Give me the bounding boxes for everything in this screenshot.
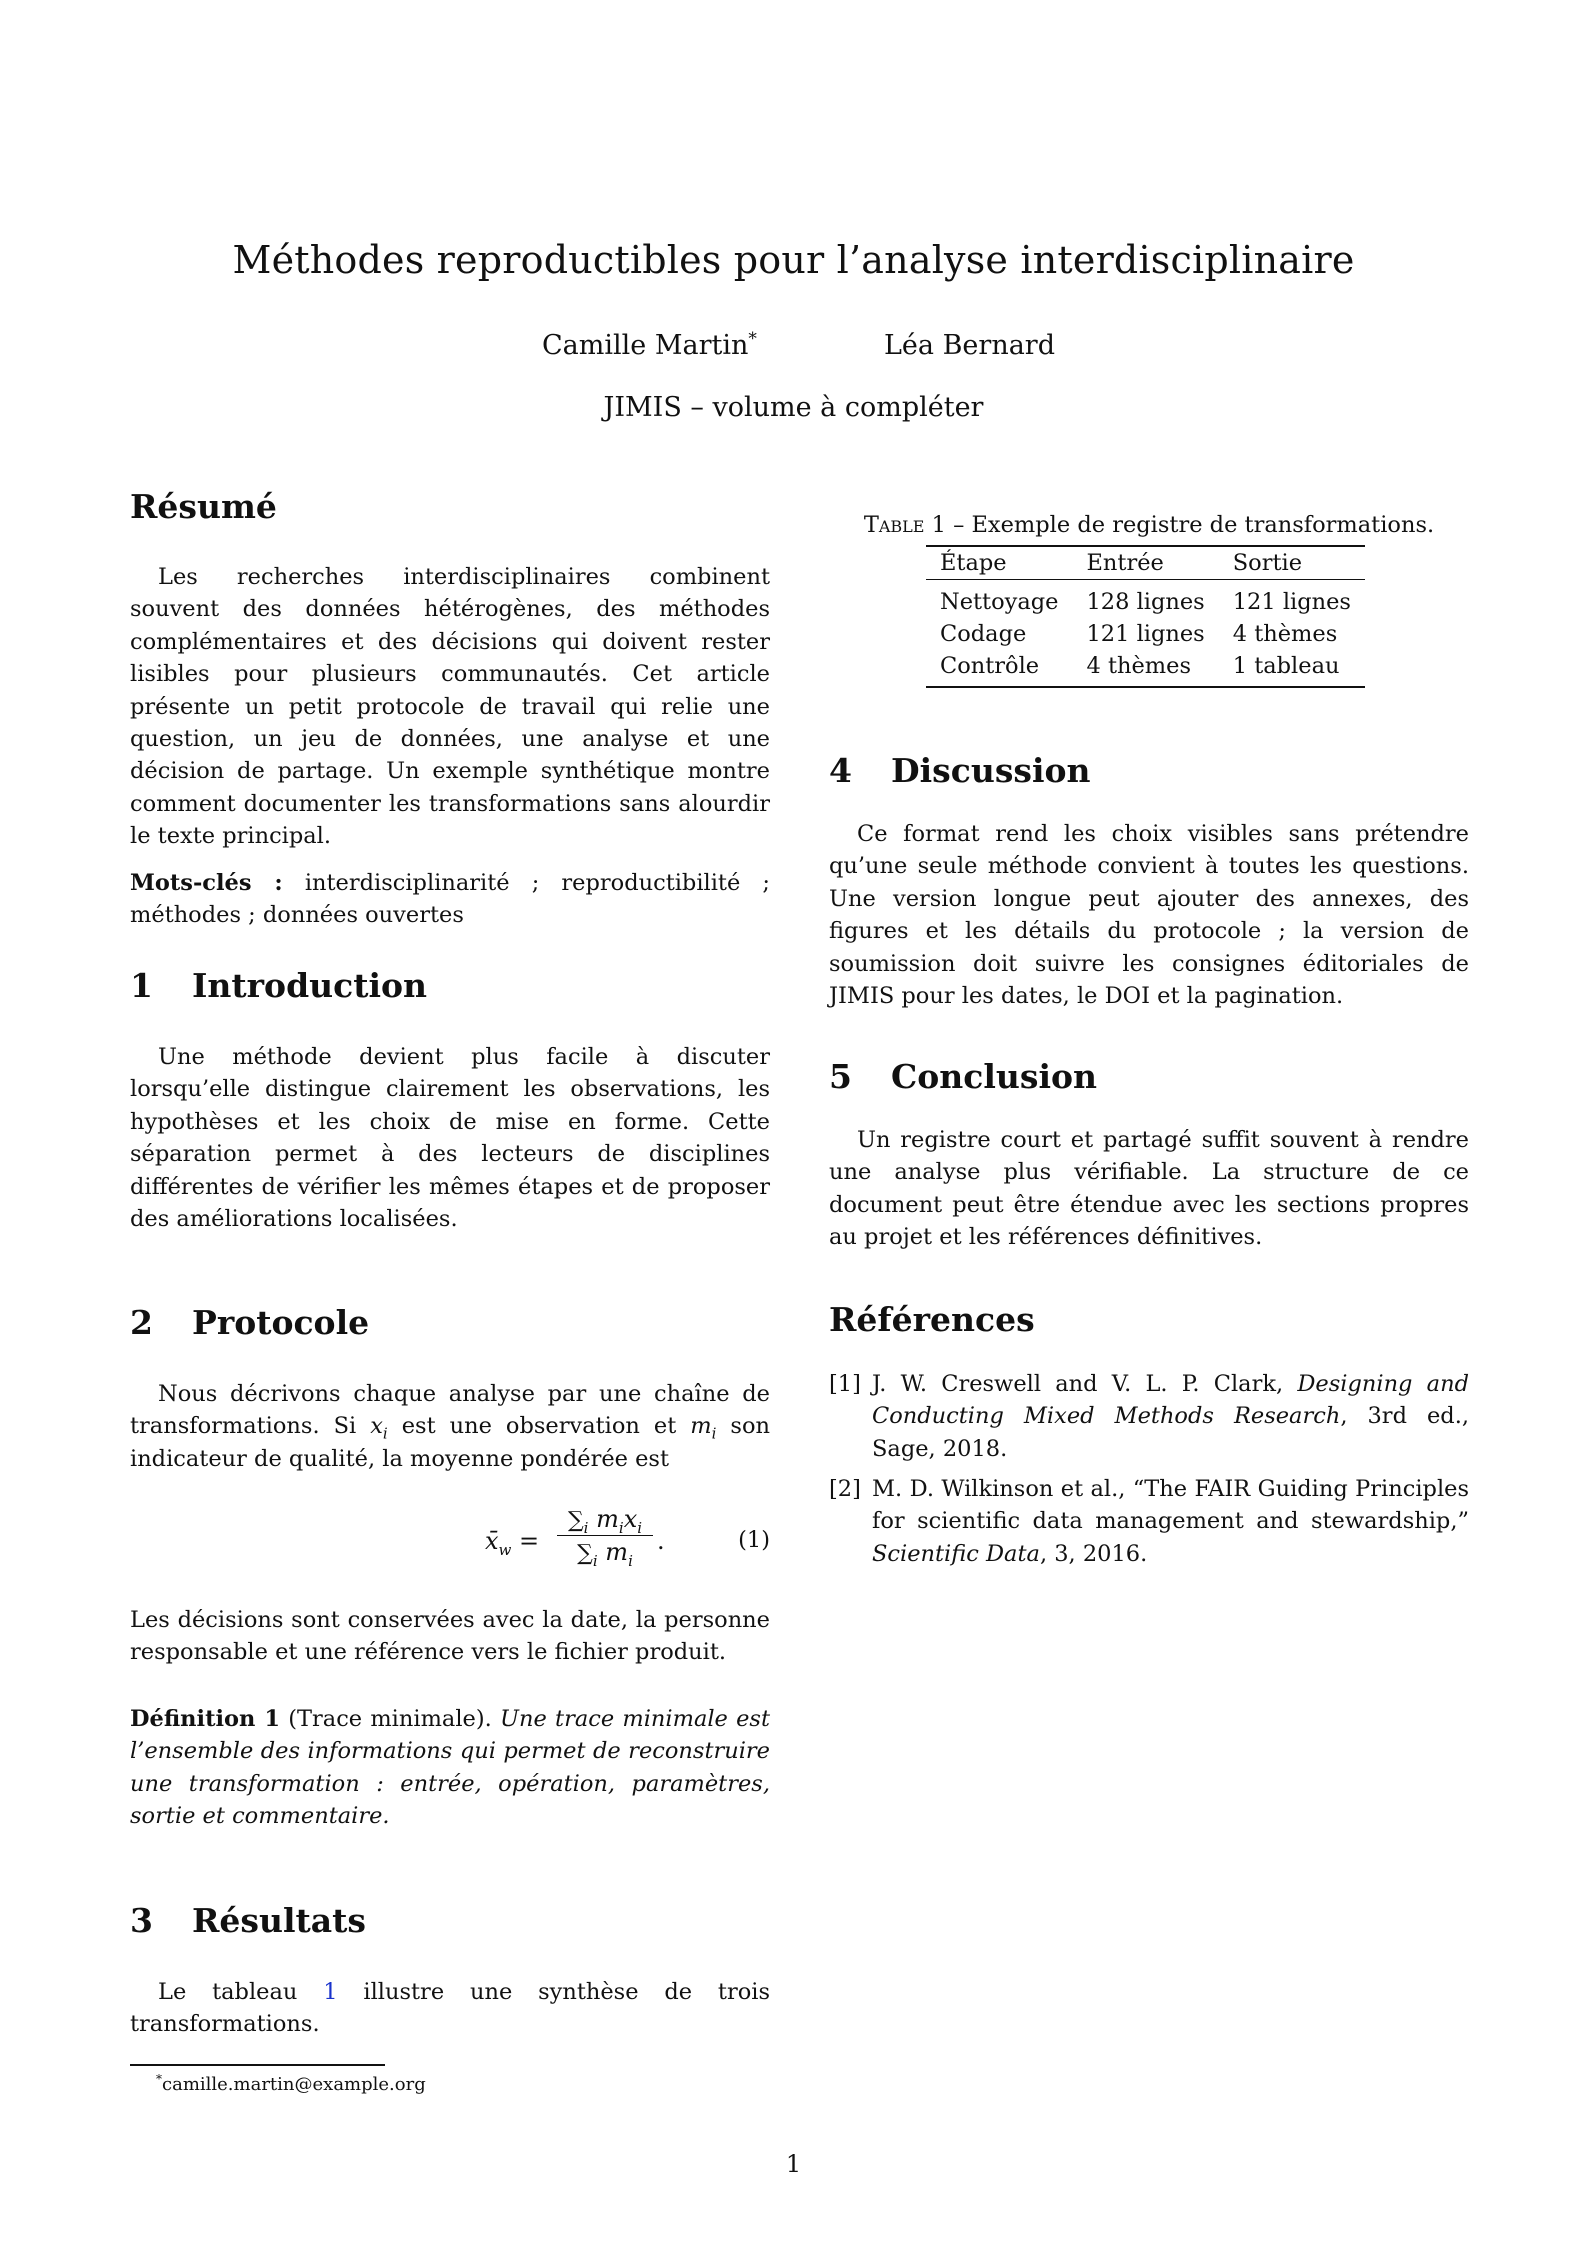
footnote-rule	[130, 2064, 385, 2066]
section-heading-conclusion	[829, 1057, 1097, 1096]
abstract-block	[130, 561, 770, 931]
section-heading-discussion	[829, 751, 1091, 790]
venue-line: JIMIS – volume à compléter	[603, 392, 984, 423]
table-cell: 121 lignes	[1086, 621, 1205, 647]
table-header-cell: Sortie	[1232, 550, 1303, 576]
table-cell: Codage	[940, 621, 1027, 647]
reference-1	[829, 1368, 1469, 1465]
table-row	[926, 580, 1365, 619]
author-2	[884, 330, 1055, 361]
reference-number: [1]	[829, 1371, 861, 1397]
equation-number: (1)	[738, 1527, 770, 1553]
reference-text: M. D. Wilkinson et al., “The FAIR Guiding Principles for scientific data management and stewardship,” Scientific Data, 3, 2016.	[872, 1476, 1469, 1567]
page-number: 1	[785, 2150, 802, 2178]
var-m: $m_i$	[690, 1413, 717, 1443]
section-title: Résultats	[192, 1901, 366, 1940]
protocol-text: Nous décrivons chaque analyse par une chaîne de transformations. Si $x_i$ est une observation et $m_i$ son indicateur de qualité, la moyenne pondérée est	[130, 1381, 770, 1472]
fraction-numerator: $\sum_i$ $m_ix_i$	[557, 1505, 653, 1536]
abstract-text: Les recherches interdisciplinaires combinent souvent des données hétérogènes, des méthodes complémentaires et des décisions qui doivent rester lisibles pour plusieurs communautés. Cet article présente un petit protocole de travail qui relie une question, un jeu de données, une analyse et une décision de partage. Un exemple synthétique montre comment documenter les transformations sans alourdir le texte principal.	[130, 564, 770, 850]
table-cell: Nettoyage	[940, 589, 1059, 615]
var-x: $x_i$	[370, 1413, 388, 1443]
introduction-block	[130, 1041, 770, 1235]
conclusion-text: Un registre court et partagé suffit souvent à rendre une analyse plus vérifiable. La structure de ce document peut être étendue avec les sections propres au projet et les références définitives.	[829, 1127, 1469, 1251]
table-header-row	[926, 546, 1365, 580]
references-heading: Références	[829, 1300, 1035, 1339]
footnote: *camille.martin@example.org	[156, 2072, 426, 2095]
table-row	[926, 618, 1365, 650]
definition-label: Définition 1	[130, 1706, 280, 1732]
definition-1	[130, 1703, 770, 1833]
results-block	[130, 1976, 770, 2041]
abstract-heading: Résumé	[130, 487, 277, 526]
table-cell: Contrôle	[940, 653, 1040, 679]
section-title: Conclusion	[891, 1057, 1098, 1096]
definition-block	[130, 1703, 770, 1833]
reference-number: [2]	[829, 1476, 861, 1502]
conclusion-block	[829, 1124, 1469, 1254]
table-row	[926, 650, 1365, 687]
table-cell: 4 thèmes	[1086, 653, 1191, 679]
section-heading-protocole	[130, 1303, 369, 1342]
equation-1: $x̄_w$ = $\sum_i$ $m_ix_i$ $\sum_i$ $m_i$ . (1)	[485, 1505, 770, 1570]
section-title: Introduction	[192, 966, 428, 1005]
table-cell: 128 lignes	[1086, 589, 1205, 615]
table-caption-label: Table	[863, 512, 925, 538]
results-text: Le tableau 1 illustre une synthèse de trois transformations.	[130, 1979, 771, 2038]
definition-text: Une trace minimale est l’ensemble des informations qui permet de reconstruire une transformation : entrée, opération, paramètres, sortie et commentaire.	[130, 1706, 771, 1830]
section-number: 4	[829, 751, 852, 790]
discussion-text: Ce format rend les choix visibles sans prétendre qu’une seule méthode convient à toutes les questions. Une version longue peut ajouter des annexes, des figures et les détails du protocole ; la version de soumission doit suivre les consignes éditoriales de JIMIS pour les dates, le DOI et la pagination.	[829, 821, 1469, 1010]
transformations-table	[926, 545, 1365, 688]
table-cell: 1 tableau	[1232, 653, 1340, 679]
definition-name: (Trace minimale).	[288, 1706, 492, 1732]
paper-title: Méthodes reproductibles pour l’analyse interdisciplinaire	[232, 238, 1355, 282]
footnote-email: camille.martin@example.org	[162, 2074, 426, 2095]
section-number: 1	[130, 966, 153, 1005]
fraction-denominator: $\sum_i$ $m_i$	[577, 1538, 633, 1570]
introduction-text: Une méthode devient plus facile à discuter lorsqu’elle distingue clairement les observations, les hypothèses et les choix de mise en forme. Cette séparation permet à des lecteurs de disciplines différentes de vérifier les mêmes étapes et de proposer des améliorations localisées.	[130, 1044, 770, 1233]
protocol-after-text: Les décisions sont conservées avec la date, la personne responsable et une référence vers le fichier produit.	[130, 1607, 770, 1666]
discussion-block	[829, 818, 1469, 1012]
author-1-footnote-mark: *	[748, 329, 757, 349]
section-number: 2	[130, 1303, 153, 1342]
author-1	[542, 330, 757, 361]
section-title: Protocole	[192, 1303, 370, 1342]
keywords-label: Mots-clés :	[130, 869, 283, 896]
author-1-name: Camille Martin	[542, 330, 749, 361]
table-header-cell: Étape	[940, 550, 1007, 576]
equation-lhs: $x̄_w$ =	[485, 1527, 540, 1559]
protocol-after-block	[130, 1604, 770, 1669]
equation-fraction	[557, 1505, 653, 1570]
table-reference-link[interactable]: 1	[323, 1979, 338, 2005]
section-number: 5	[829, 1057, 852, 1096]
keywords-line	[130, 867, 770, 932]
table-cell: 4 thèmes	[1232, 621, 1338, 647]
table-header-cell: Entrée	[1086, 550, 1164, 576]
reference-text: J. W. Creswell and V. L. P. Clark, Designing and Conducting Mixed Methods Research, 3rd ed., Sage, 2018.	[872, 1371, 1469, 1462]
table-caption: Table 1 – Exemple de registre de transformations.	[863, 512, 1435, 538]
section-heading-introduction	[130, 966, 427, 1005]
keywords-text: interdisciplinarité ; reproductibilité ; méthodes ; données ouvertes	[130, 869, 770, 929]
protocol-intro-block	[130, 1378, 770, 1475]
reference-2	[829, 1473, 1469, 1570]
section-number: 3	[130, 1901, 153, 1940]
section-title: Discussion	[891, 751, 1091, 790]
table-cell: 121 lignes	[1232, 589, 1351, 615]
section-heading-resultats	[130, 1901, 366, 1940]
author-2-name: Léa Bernard	[884, 330, 1055, 361]
